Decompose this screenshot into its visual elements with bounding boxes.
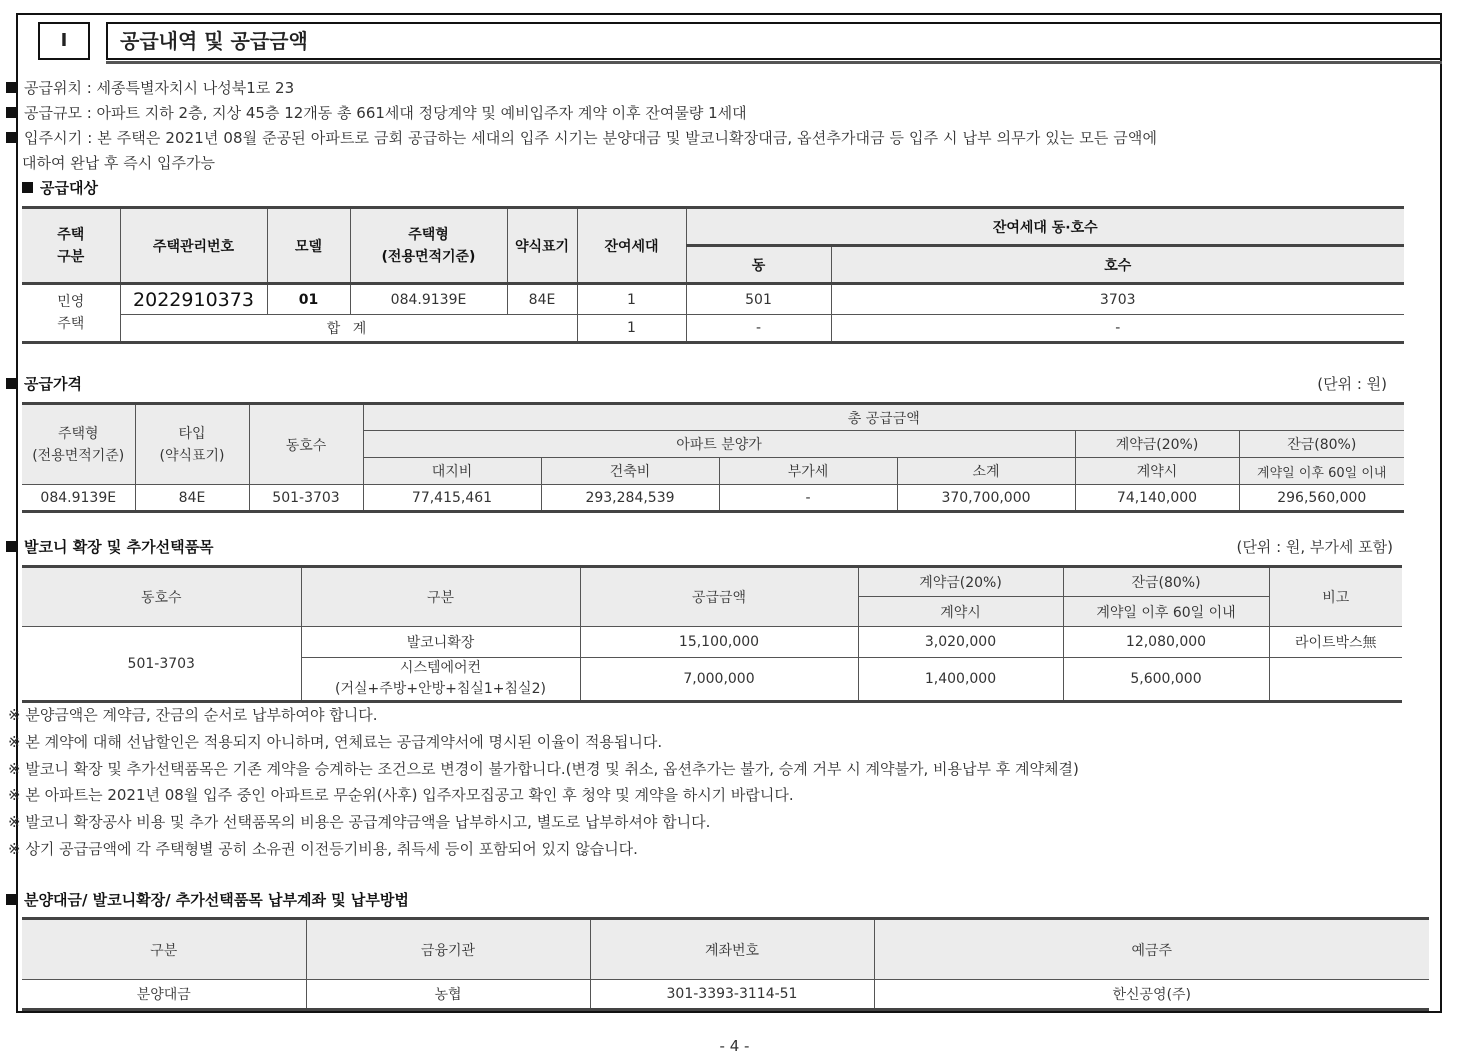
info-movein: 입주시기 : 본 주택은 2021년 08월 준공된 아파트로 금회 공급하는 세대의 입주 시기는 분양대금 및 발코니확장대금, 옵션추가대금 등 입주 시 납부 의무가 있는 모든 금액에 [6, 127, 1157, 148]
col-type: 타입 (약식표기) [135, 404, 249, 485]
col-house-size: 주택형 (전용면적기준) [22, 404, 135, 485]
balcony-section-title: 발코니 확장 및 추가선택품목 [6, 536, 214, 557]
cell-total-ho: - [831, 315, 1404, 343]
cell-note: 라이트박스無 [1269, 627, 1402, 658]
col-model: 모델 [267, 208, 350, 284]
cell-deposit: 1,400,000 [858, 658, 1063, 702]
note-1: ※ 분양금액은 계약금, 잔금의 순서로 납부하여야 합니다. [8, 706, 378, 724]
cell-model: 01 [267, 284, 350, 315]
cell-kind: 분양대금 [22, 980, 306, 1010]
col-unit-group: 잔여세대 동·호수 [686, 208, 1404, 246]
cell-amount: 15,100,000 [580, 627, 858, 658]
col-balance: 잔금(80%) [1063, 567, 1269, 597]
col-abbr: 약식표기 [507, 208, 577, 284]
cell-amount: 7,000,000 [580, 658, 858, 702]
cell-kind-line2: (거실+주방+안방+침실1+침실2) [335, 681, 546, 697]
cell-kind [301, 658, 580, 702]
square-bullet-icon [6, 107, 17, 118]
cell-deposit: 74,140,000 [1075, 485, 1239, 512]
col-remain: 잔여세대 [577, 208, 686, 284]
col-dong: 동 [686, 246, 831, 284]
supply-price-table [22, 402, 1404, 513]
cell-remain: 1 [577, 284, 686, 315]
square-bullet-icon [6, 132, 17, 143]
col-at-contract: 계약시 [1075, 458, 1239, 485]
col-note: 비고 [1269, 567, 1402, 627]
cell-type: 84E [135, 485, 249, 512]
col-deposit: 계약금(20%) [858, 567, 1063, 597]
cell-account-number: 301-3393-3114-51 [590, 980, 874, 1010]
page-number: - 4 - [719, 1037, 750, 1055]
col-vat: 부가세 [719, 458, 897, 485]
col-within60: 계약일 이후 60일 이내 [1063, 597, 1269, 627]
col-ho: 호수 [831, 246, 1404, 284]
cell-bank: 농협 [306, 980, 590, 1010]
page-frame [16, 13, 1442, 1013]
col-house-type: 주택 구분 [22, 208, 120, 284]
cell-note [1269, 658, 1402, 702]
col-house-size: 주택형 (전용면적기준) [350, 208, 507, 284]
col-holder: 예금주 [874, 919, 1429, 980]
supply-target-table [22, 206, 1404, 344]
col-total-supply: 총 공급금액 [363, 404, 1404, 431]
col-apt-price: 아파트 분양가 [363, 431, 1075, 458]
note-3: ※ 발코니 확장 및 추가선택품목은 기존 계약을 승계하는 조건으로 변경이 불가합니다.(변경 및 취소, 옵션추가는 불가, 승계 거부 시 계약불가, 비용납부 후 계약체결) [8, 760, 1079, 778]
cell-ho: 3703 [831, 284, 1404, 315]
square-bullet-icon [22, 182, 33, 193]
col-account-number: 계좌번호 [590, 919, 874, 980]
cell-unit: 501-3703 [22, 627, 301, 702]
col-subtotal: 소계 [897, 458, 1075, 485]
col-kind: 구분 [22, 919, 306, 980]
square-bullet-icon [6, 82, 17, 93]
col-unit: 동호수 [22, 567, 301, 627]
col-within60: 계약일 이후 60일 이내 [1239, 458, 1404, 485]
col-bank: 금융기관 [306, 919, 590, 980]
square-bullet-icon [6, 541, 17, 552]
balcony-option-table [22, 565, 1402, 703]
cell-dong: 501 [686, 284, 831, 315]
section-header [26, 22, 1434, 62]
note-2: ※ 본 계약에 대해 선납할인은 적용되지 아니하며, 연체료는 공급계약서에 명시된 이율이 적용됩니다. [8, 733, 663, 751]
cell-house-size: 084.9139E [22, 485, 135, 512]
price-unit: (단위 : 원) [1317, 375, 1387, 393]
note-4: ※ 본 아파트는 2021년 08월 입주 중인 아파트로 무순위(사후) 입주자모집공고 확인 후 청약 및 계약을 하시기 바랍니다. [8, 786, 794, 804]
col-land: 대지비 [363, 458, 541, 485]
col-at-contract: 계약시 [858, 597, 1063, 627]
col-kind: 구분 [301, 567, 580, 627]
col-amount: 공급금액 [580, 567, 858, 627]
col-deposit: 계약금(20%) [1075, 431, 1239, 458]
info-location: 공급위치 : 세종특별자치시 나성북1로 23 [6, 77, 294, 98]
account-section-title: 분양대금/ 발코니확장/ 추가선택품목 납부계좌 및 납부방법 [6, 889, 409, 910]
info-scale: 공급규모 : 아파트 지하 2층, 지상 45층 12개동 총 661세대 정당계약 및 예비입주자 계약 이후 잔여물량 1세대 [6, 102, 747, 123]
section-number: I [38, 22, 90, 60]
cell-total-remain: 1 [577, 315, 686, 343]
cell-unit: 501-3703 [249, 485, 363, 512]
target-section-title: 공급대상 [22, 177, 98, 198]
payment-account-table [22, 917, 1429, 1011]
cell-total-label: 합 계 [120, 315, 577, 343]
cell-kind: 발코니확장 [301, 627, 580, 658]
cell-house-type: 민영 주택 [22, 284, 120, 343]
cell-holder: 한신공영(주) [874, 980, 1429, 1010]
note-6: ※ 상기 공급금액에 각 주택형별 공히 소유권 이전등기비용, 취득세 등이 포함되어 있지 않습니다. [8, 840, 638, 858]
cell-land: 77,415,461 [363, 485, 541, 512]
square-bullet-icon [6, 894, 17, 905]
section-title: 공급내역 및 공급금액 [106, 22, 1442, 60]
col-balance: 잔금(80%) [1239, 431, 1404, 458]
cell-kind-line1: 시스템에어컨 [399, 660, 482, 676]
cell-subtotal: 370,700,000 [897, 485, 1075, 512]
col-unit: 동호수 [249, 404, 363, 485]
price-section-title: 공급가격 [6, 373, 82, 394]
square-bullet-icon [6, 378, 17, 389]
cell-vat: - [719, 485, 897, 512]
info-movein-cont: 대하여 완납 후 즉시 입주가능 [22, 154, 215, 172]
cell-mgmt-no: 2022910373 [120, 284, 267, 315]
cell-house-size: 084.9139E [350, 284, 507, 315]
cell-balance: 12,080,000 [1063, 627, 1269, 658]
cell-abbr: 84E [507, 284, 577, 315]
note-5: ※ 발코니 확장공사 비용 및 추가 선택품목의 비용은 공급계약금액을 납부하시고, 별도로 납부하셔야 합니다. [8, 813, 711, 831]
balcony-unit: (단위 : 원, 부가세 포함) [1236, 538, 1393, 556]
cell-deposit: 3,020,000 [858, 627, 1063, 658]
col-build: 건축비 [541, 458, 719, 485]
col-mgmt-no: 주택관리번호 [120, 208, 267, 284]
cell-balance: 5,600,000 [1063, 658, 1269, 702]
cell-build: 293,284,539 [541, 485, 719, 512]
cell-balance: 296,560,000 [1239, 485, 1404, 512]
cell-total-dong: - [686, 315, 831, 343]
